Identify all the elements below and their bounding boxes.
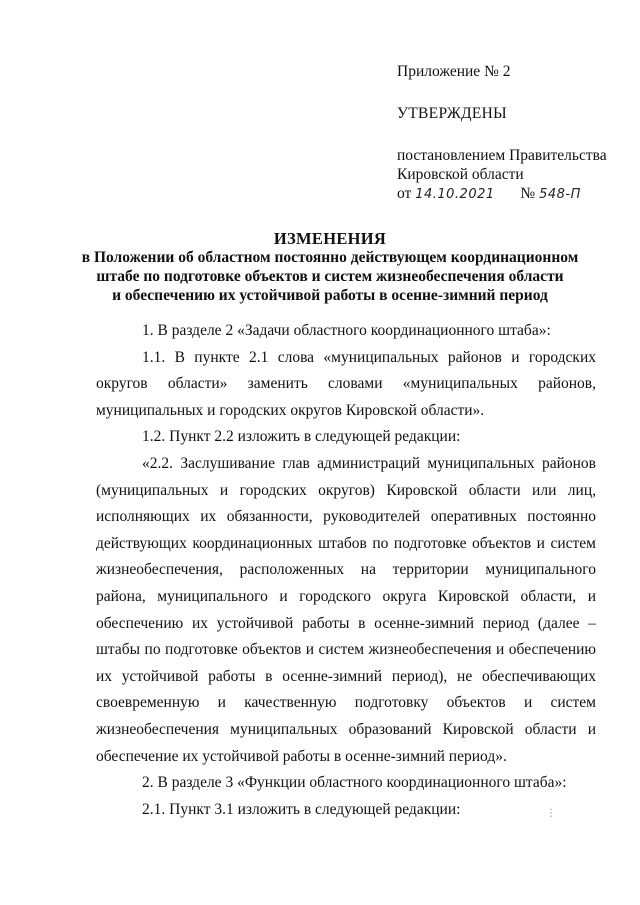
document-body — [96, 318, 596, 823]
decree-line-2: Кировской области — [397, 166, 524, 183]
paragraph-2-1: 2.1. Пункт 3.1 изложить в следующей редакции: — [142, 800, 461, 818]
margin-mark: ⋮ — [546, 808, 556, 819]
date-number-line — [397, 184, 581, 204]
paragraph-1: 1. В разделе 2 «Задачи областного координационного штаба»: — [142, 322, 551, 339]
paragraph-1-2: 1.2. Пункт 2.2 изложить в следующей редакции: — [142, 428, 461, 446]
approved-label: УТВЕРЖДЕНЫ — [397, 105, 507, 122]
date-prefix: от — [397, 185, 412, 202]
title-line-2: штабе по подготовке объектов и систем жизнеобеспечения области — [96, 268, 564, 285]
paragraph-1-1: 1.1. В пункте 2.1 слова «муниципальных районов и городских округов области» заменить словами «муниципальных районов, муниципальных и городских округов Кировской области». — [96, 348, 596, 419]
title-line-1: в Положении об областном постоянно действующем координационном — [81, 249, 579, 266]
document-title — [60, 229, 600, 305]
date-value: 14.10.2021 — [415, 187, 495, 202]
paragraph-2: 2. В разделе 3 «Функции областного координационного штаба»: — [142, 774, 567, 792]
decree-line-1: постановлением Правительства — [397, 147, 607, 164]
number-value: 548-П — [539, 187, 581, 202]
title-main: ИЗМЕНЕНИЯ — [273, 229, 387, 248]
appendix-label: Приложение № 2 — [397, 63, 511, 80]
title-line-3: и обеспечению их устойчивой работы в осенне-зимний период — [112, 287, 548, 304]
number-prefix: № — [520, 185, 536, 202]
paragraph-2-2-text: «2.2. Заслушивание глав администраций муниципальных районов (муниципальных и городских округов) Кировской области или лиц, исполняющих их обязанности, руководителей оперативных постоянно действующих координационных штабов по подготовке объектов и систем жизнеобеспечения, расположенных на территории муниципального района, муниципального и городского округа Кировской области, и обеспечению их устойчивой работы в осенне-зимний период (далее – штабы по подготовке объектов и систем жизнеобеспечения и обеспечению их устойчивой работы в осенне-зимний период), не обеспечивающих своевременную и качественную подготовку объектов и систем жизнеобеспечения муниципальных образований Кировской области и обеспечение их устойчивой работы в осенне-зимний период». — [96, 454, 596, 765]
